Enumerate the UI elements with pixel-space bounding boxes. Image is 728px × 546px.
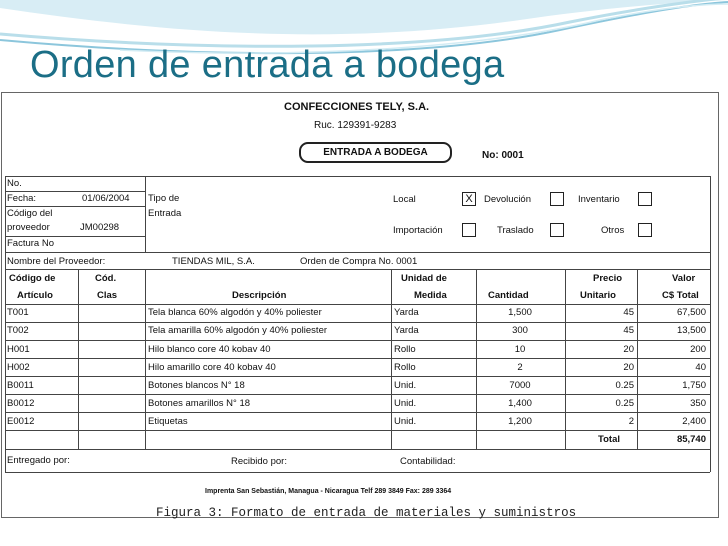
row-unidad: Yarda xyxy=(394,325,419,336)
fecha-label: Fecha: xyxy=(7,193,37,204)
codigo-proveedor-value: JM00298 xyxy=(80,222,120,233)
header-descripcion: Descripción xyxy=(232,290,287,301)
header-articulo: Artículo xyxy=(17,290,53,301)
row-cantidad: 10 xyxy=(514,344,526,355)
tipo-entrada-label-2: Entrada xyxy=(148,208,182,219)
row-precio: 2 xyxy=(628,416,634,427)
header-valor: Valor xyxy=(672,273,696,284)
row-descripcion: Hilo blanco core 40 kobav 40 xyxy=(148,344,271,355)
row-cantidad: 1,200 xyxy=(508,416,532,427)
row-valor: 2,400 xyxy=(682,416,706,427)
row-descripcion: Botones blancos N° 18 xyxy=(148,380,245,391)
option-otros-checkbox[interactable] xyxy=(638,223,652,237)
row-codigo: T002 xyxy=(7,325,29,336)
row-unidad: Rollo xyxy=(394,344,416,355)
option-otros-label: Otros xyxy=(601,225,625,236)
option-traslado-label: Traslado xyxy=(497,225,534,236)
row-unidad: Yarda xyxy=(394,307,419,318)
codigo-proveedor-label: Código del xyxy=(7,208,53,219)
proveedor-label: proveedor xyxy=(7,222,50,233)
header-codigo: Código de xyxy=(9,273,56,284)
row-unidad: Unid. xyxy=(394,380,417,391)
document-type-box: ENTRADA A BODEGA xyxy=(299,142,452,163)
row-unidad: Rollo xyxy=(394,362,416,373)
factura-label: Factura No xyxy=(7,238,54,249)
option-importacion-checkbox[interactable] xyxy=(462,223,476,237)
row-valor: 67,500 xyxy=(676,307,706,318)
row-descripcion: Hilo amarillo core 40 kobav 40 xyxy=(148,362,276,373)
row-precio: 45 xyxy=(623,307,634,318)
row-precio: 0.25 xyxy=(615,380,634,391)
row-unidad: Unid. xyxy=(394,416,417,427)
row-cantidad: 7000 xyxy=(509,380,531,391)
row-valor: 40 xyxy=(695,362,706,373)
row-valor: 13,500 xyxy=(676,325,706,336)
nombre-proveedor-value: TIENDAS MIL, S.A. xyxy=(172,256,255,267)
row-valor: 350 xyxy=(690,398,706,409)
no-label: No. xyxy=(7,178,22,189)
header-unitario: Unitario xyxy=(580,290,616,301)
row-codigo: E0012 xyxy=(7,416,35,427)
row-codigo: B0012 xyxy=(7,398,35,409)
row-precio: 45 xyxy=(623,325,634,336)
option-inventario-label: Inventario xyxy=(578,194,620,205)
option-devolucion-label: Devolución xyxy=(484,194,531,205)
header-clas: Clas xyxy=(97,290,118,301)
row-precio: 20 xyxy=(623,344,634,355)
row-cantidad: 2 xyxy=(517,362,523,373)
entregado-por-label: Entregado por: xyxy=(7,455,70,466)
row-descripcion: Tela blanca 60% algodón y 40% poliester xyxy=(148,307,322,318)
row-descripcion: Botones amarillos N° 18 xyxy=(148,398,251,409)
row-codigo: T001 xyxy=(7,307,29,318)
row-descripcion: Tela amarilla 60% algodón y 40% poliester xyxy=(148,325,328,336)
header-medida: Medida xyxy=(414,290,447,301)
row-descripcion: Etiquetas xyxy=(148,416,188,427)
option-local-label: Local xyxy=(393,194,416,205)
recibido-por-label: Recibido por: xyxy=(231,456,287,467)
row-codigo: H002 xyxy=(7,362,30,373)
header-valor-total: C$ Total xyxy=(662,290,699,301)
row-valor: 200 xyxy=(690,344,706,355)
option-inventario-checkbox[interactable] xyxy=(638,192,652,206)
row-cantidad: 1,500 xyxy=(508,307,532,318)
option-importacion-label: Importación xyxy=(393,225,443,236)
printer-footer: Imprenta San Sebastián, Managua - Nicaragua Telf 289 3849 Fax: 289 3364 xyxy=(205,488,452,495)
row-cantidad: 1,400 xyxy=(508,398,532,409)
slide-title: Orden de entrada a bodega xyxy=(30,44,505,86)
row-valor: 1,750 xyxy=(682,380,706,391)
total-label: Total xyxy=(598,434,620,445)
header-unidad: Unidad de xyxy=(401,273,447,284)
orden-compra: Orden de Compra No. 0001 xyxy=(300,256,418,267)
document-number: No: 0001 xyxy=(482,150,524,161)
figure-caption: Figura 3: Formato de entrada de materiales y suministros xyxy=(156,506,577,520)
row-precio: 20 xyxy=(623,362,634,373)
row-cantidad: 300 xyxy=(512,325,528,336)
tipo-entrada-label: Tipo de xyxy=(148,193,180,204)
row-precio: 0.25 xyxy=(615,398,634,409)
fecha-value: 01/06/2004 xyxy=(82,193,130,204)
row-codigo: H001 xyxy=(7,344,30,355)
option-local-checkbox[interactable]: X xyxy=(462,192,476,206)
row-unidad: Unid. xyxy=(394,398,417,409)
header-cod: Cód. xyxy=(95,273,117,284)
nombre-proveedor-label: Nombre del Proveedor: xyxy=(7,256,106,267)
row-codigo: B0011 xyxy=(7,380,34,391)
option-traslado-checkbox[interactable] xyxy=(550,223,564,237)
company-ruc: Ruc. 129391-9283 xyxy=(314,120,397,131)
header-cantidad: Cantidad xyxy=(488,290,529,301)
header-precio: Precio xyxy=(593,273,623,284)
total-value: 85,740 xyxy=(676,434,706,445)
contabilidad-label: Contabilidad: xyxy=(400,456,456,467)
option-devolucion-checkbox[interactable] xyxy=(550,192,564,206)
company-name: CONFECCIONES TELY, S.A. xyxy=(284,101,430,113)
